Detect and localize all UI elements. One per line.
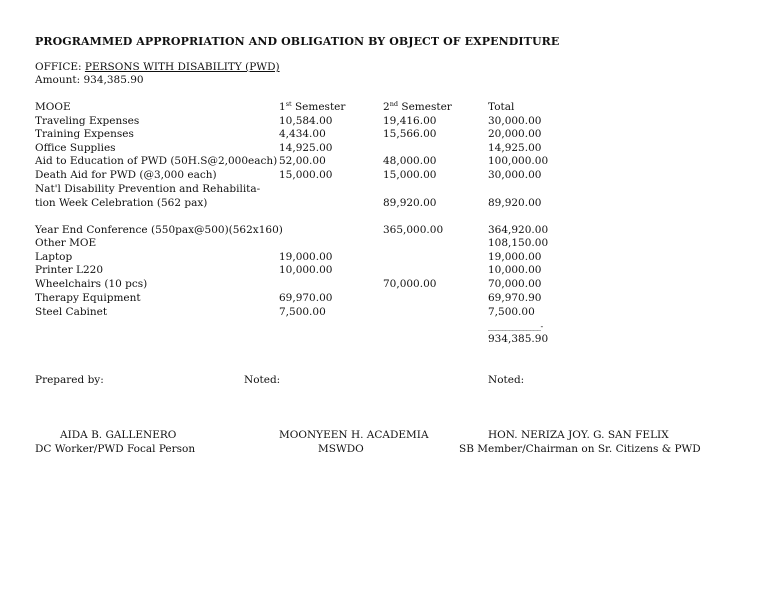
row-item: Year End Conference (550pax@500)(562x160) xyxy=(35,224,283,236)
noter1-name: MOONYEEN H. ACADEMIA xyxy=(279,429,429,441)
preparer-title: DC Worker/PWD Focal Person xyxy=(35,443,196,455)
row-sem1: 52,00.00 xyxy=(279,155,326,167)
row-total: 10,000.00 xyxy=(488,264,542,276)
row-total: 30,000.00 xyxy=(488,115,542,127)
noted-label: Noted: xyxy=(488,374,525,386)
noter2-title: SB Member/Chairman on Sr. Citizens & PWD xyxy=(459,443,701,455)
office-name: PERSONS WITH DISABILITY (PWD) xyxy=(84,61,280,73)
row-sem2: 15,000.00 xyxy=(383,169,437,181)
preparer-name: AIDA B. GALLENERO xyxy=(60,429,177,441)
header-total: Total xyxy=(488,101,515,113)
row-item: Wheelchairs (10 pcs) xyxy=(35,278,148,290)
row-sem1: 10,584.00 xyxy=(279,115,333,127)
row-sem1: 7,500.00 xyxy=(279,306,326,318)
office-line xyxy=(35,61,280,74)
header-second-semester: 2nd Semester xyxy=(383,100,452,113)
row-total: 108,150.00 xyxy=(488,237,549,249)
row-item: Therapy Equipment xyxy=(35,292,141,304)
row-sem2: 365,000.00 xyxy=(383,224,444,236)
noted-label: Noted: xyxy=(244,374,281,386)
row-sem1: 4,434.00 xyxy=(279,128,326,140)
row-item: Death Aid for PWD (@3,000 each) xyxy=(35,169,217,181)
prepared-by-label: Prepared by: xyxy=(35,374,104,386)
row-total: 89,920.00 xyxy=(488,197,542,209)
header-mooe: MOOE xyxy=(35,101,71,113)
row-total: 30,000.00 xyxy=(488,169,542,181)
row-total: 100,000.00 xyxy=(488,155,549,167)
document-title: PROGRAMMED APPROPRIATION AND OBLIGATION BY OBJECT OF EXPENDITURE xyxy=(35,35,560,48)
row-item: Other MOE xyxy=(35,237,97,249)
row-total: 7,500.00 xyxy=(488,306,535,318)
amount-line: Amount: 934,385.90 xyxy=(35,74,144,86)
row-sem2: 48,000.00 xyxy=(383,155,437,167)
header-first-semester: 1st Semester xyxy=(279,100,346,113)
row-total: 70,000.00 xyxy=(488,278,542,290)
row-item: tion Week Celebration (562 pax) xyxy=(35,197,208,209)
total-rule: _______________- xyxy=(488,322,543,331)
noter2-name: HON. NERIZA JOY. G. SAN FELIX xyxy=(488,429,669,441)
row-total: 19,000.00 xyxy=(488,251,542,263)
row-item: Steel Cabinet xyxy=(35,306,108,318)
row-sem2: 15,566.00 xyxy=(383,128,437,140)
row-total: 14,925.00 xyxy=(488,142,542,154)
row-total: 69,970.90 xyxy=(488,292,542,304)
row-item: Nat'l Disability Prevention and Rehabilita- xyxy=(35,183,261,195)
row-sem2: 70,000.00 xyxy=(383,278,437,290)
row-sem1: 19,000.00 xyxy=(279,251,333,263)
grand-total: 934,385.90 xyxy=(488,333,549,345)
row-total: 20,000.00 xyxy=(488,128,542,140)
row-item: Laptop xyxy=(35,251,73,263)
row-sem2: 19,416.00 xyxy=(383,115,437,127)
noter1-title: MSWDO xyxy=(318,443,364,455)
row-sem2: 89,920.00 xyxy=(383,197,437,209)
row-item: Training Expenses xyxy=(35,128,134,140)
row-sem1: 14,925.00 xyxy=(279,142,333,154)
row-sem1: 10,000.00 xyxy=(279,264,333,276)
row-item: Office Supplies xyxy=(35,142,116,154)
row-sem1: 69,970.00 xyxy=(279,292,333,304)
row-total: 364,920.00 xyxy=(488,224,549,236)
row-item: Printer L220 xyxy=(35,264,104,276)
office-label: OFFICE: xyxy=(35,61,82,73)
row-item: Traveling Expenses xyxy=(35,115,140,127)
row-item: Aid to Education of PWD (50H.S@2,000each) xyxy=(35,155,278,167)
row-sem1: 15,000.00 xyxy=(279,169,333,181)
